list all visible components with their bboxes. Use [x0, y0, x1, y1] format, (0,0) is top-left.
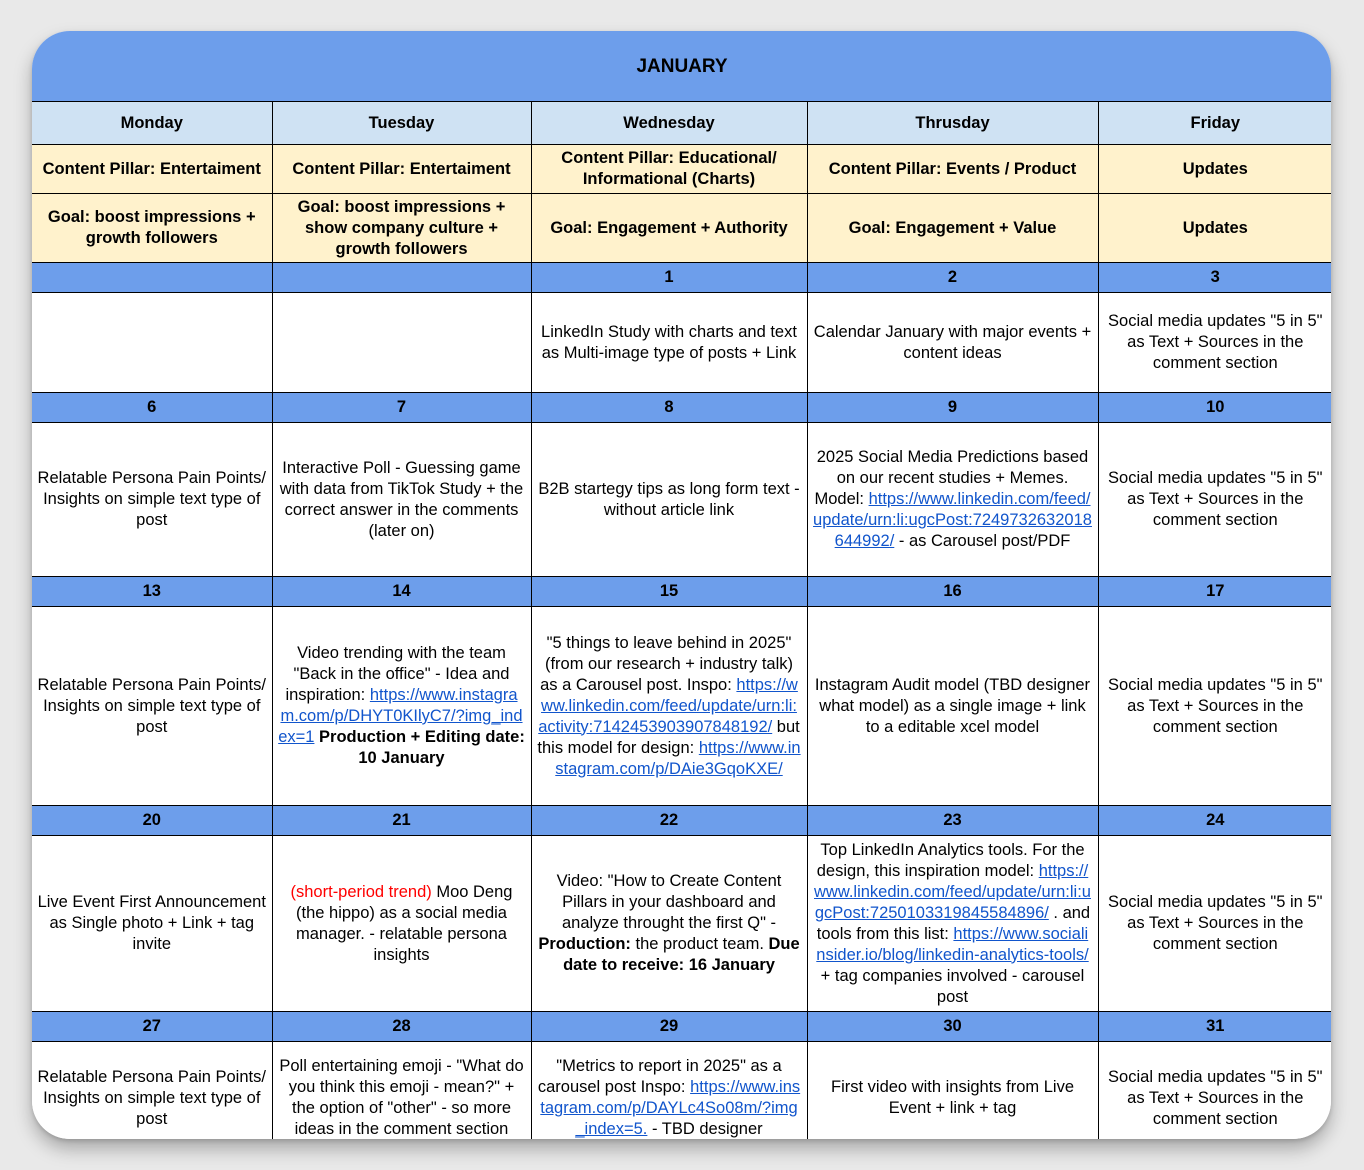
goal-row [32, 194, 1331, 263]
content-cell [272, 607, 531, 806]
content-cell [531, 607, 807, 806]
content-cell: Social media updates "5 in 5" as Text + Sources in the comment section [1098, 293, 1331, 393]
content-cell: Relatable Persona Pain Points/ Insights on simple text type of post [32, 1042, 272, 1140]
date-cell: 17 [1098, 577, 1331, 607]
date-cell: 30 [807, 1012, 1098, 1042]
instagram-metrics-link[interactable]: https://www.instagram.com/p/DAYLc4So08m/?img_index=5. [540, 1078, 801, 1138]
cell-text: . and tools from this list: [816, 903, 1091, 943]
instagram-post-link[interactable]: https://www.instagram.com/p/DHYT0KIlyC7/?img_index=1 [278, 686, 523, 746]
content-cell: Live Event First Announcement as Single photo + Link + tag invite [32, 836, 272, 1012]
date-cell: 27 [32, 1012, 272, 1042]
content-cell [531, 1042, 807, 1140]
cell-text: Top LinkedIn Analytics tools. For the design, this inspiration model: [816, 840, 1085, 880]
date-cell: 9 [807, 393, 1098, 423]
content-cell: Relatable Persona Pain Points/ Insights on simple text type of post [32, 423, 272, 577]
production-date-text: Production + Editing date: 10 January [314, 728, 525, 767]
date-cell: 8 [531, 393, 807, 423]
date-cell: 29 [531, 1012, 807, 1042]
content-cell-empty [272, 293, 531, 393]
content-cell: Social media updates "5 in 5" as Text + Sources in the comment section [1098, 423, 1331, 577]
weekday-thursday: Thrusday [807, 102, 1098, 145]
content-cell: Calendar January with major events + content ideas [807, 293, 1098, 393]
content-row-week-4 [32, 836, 1331, 1012]
date-cell: 23 [807, 806, 1098, 836]
trend-label: (short-period trend) [290, 882, 432, 901]
month-title: JANUARY [32, 31, 1331, 102]
cell-text: "5 things to leave behind in 2025" (from our research + industry talk) as a Carousel post. Inspo: [540, 633, 794, 694]
content-pillar-row [32, 145, 1331, 194]
date-cell: 28 [272, 1012, 531, 1042]
cell-text: the product team. [630, 935, 769, 953]
content-cell [531, 836, 807, 1012]
content-cell: Social media updates "5 in 5" as Text + Sources in the comment section [1098, 607, 1331, 806]
content-cell: Social media updates "5 in 5" as Text + Sources in the comment section [1098, 836, 1331, 1012]
weekday-header-row [32, 102, 1331, 145]
weekday-tuesday: Tuesday [272, 102, 531, 145]
content-cell [807, 836, 1098, 1012]
weekday-friday: Friday [1098, 102, 1331, 145]
date-row-week-5 [32, 1012, 1331, 1042]
content-cell: Interactive Poll - Guessing game with data from TikTok Study + the correct answer in the comments (later on) [272, 423, 531, 577]
date-cell: 22 [531, 806, 807, 836]
cell-text: 2025 Social Media Predictions based on our recent studies + Memes. Model: [814, 448, 1089, 508]
goal-friday: Updates [1098, 194, 1331, 263]
date-cell: 14 [272, 577, 531, 607]
weekday-wednesday: Wednesday [531, 102, 807, 145]
content-row-week-1 [32, 293, 1331, 393]
linkedin-activity-link[interactable]: https://www.linkedin.com/feed/update/urn:li:activity:7142453903907848192/ [538, 675, 798, 736]
instagram-design-link[interactable]: https://www.instagram.com/p/DAie3GqoKXE/ [555, 738, 801, 778]
content-cell: B2B startegy tips as long form text - without article link [531, 423, 807, 577]
cell-text: Video trending with the team "Back in the office" - Idea and inspiration: [285, 644, 510, 704]
date-cell: 20 [32, 806, 272, 836]
cell-text: "Metrics to report in 2025" as a carousel post Inspo: [537, 1057, 782, 1096]
date-cell: 2 [807, 263, 1098, 293]
cell-text: Moo Deng (the hippo) as a social media manager. - relatable persona insights [296, 882, 513, 964]
linkedin-inspiration-link[interactable]: https://www.linkedin.com/feed/update/urn:li:ugcPost:7250103319845584896/ [814, 861, 1091, 922]
goal-monday: Goal: boost impressions + growth followers [32, 194, 272, 263]
pillar-friday: Updates [1098, 145, 1331, 194]
content-row-week-2 [32, 423, 1331, 577]
goal-wednesday: Goal: Engagement + Authority [531, 194, 807, 263]
pillar-tuesday: Content Pillar: Entertaiment [272, 145, 531, 194]
content-cell: Social media updates "5 in 5" as Text + Sources in the comment section [1098, 1042, 1331, 1140]
cell-text: - as Carousel post/PDF [894, 532, 1071, 550]
date-cell: 31 [1098, 1012, 1331, 1042]
production-label: Production: [538, 935, 631, 953]
content-cell-empty [32, 293, 272, 393]
content-cell: Poll entertaining emoji - "What do you think this emoji - mean?" + the option of "other" - so more ideas in the comment section [272, 1042, 531, 1140]
content-cell: LinkedIn Study with charts and text as Multi-image type of posts + Link [531, 293, 807, 393]
date-cell: 16 [807, 577, 1098, 607]
date-row-week-2 [32, 393, 1331, 423]
cell-text: Video: "How to Create Content Pillars in your dashboard and analyze throught the first Q" - [556, 872, 782, 932]
date-row-week-4 [32, 806, 1331, 836]
content-calendar-table [32, 31, 1331, 1139]
cell-text: but this model for design: [537, 717, 800, 757]
date-cell [272, 263, 531, 293]
pillar-monday: Content Pillar: Entertaiment [32, 145, 272, 194]
pillar-thursday: Content Pillar: Events / Product [807, 145, 1098, 194]
socialinsider-blog-link[interactable]: https://www.socialinsider.io/blog/linkedin-analytics-tools/ [816, 924, 1089, 964]
date-cell: 24 [1098, 806, 1331, 836]
cell-text: - TBD designer [647, 1120, 763, 1138]
due-date-text: Due date to receive: 16 January [563, 935, 800, 974]
content-cell [272, 836, 531, 1012]
date-cell: 6 [32, 393, 272, 423]
title-row [32, 31, 1331, 102]
content-row-week-5 [32, 1042, 1331, 1140]
date-cell: 3 [1098, 263, 1331, 293]
content-cell: Relatable Persona Pain Points/ Insights on simple text type of post [32, 607, 272, 806]
goal-thursday: Goal: Engagement + Value [807, 194, 1098, 263]
date-cell: 10 [1098, 393, 1331, 423]
content-cell: First video with insights from Live Event + link + tag [807, 1042, 1098, 1140]
cell-text: + tag companies involved - carousel post [820, 966, 1085, 1006]
date-cell: 13 [32, 577, 272, 607]
content-cell [807, 423, 1098, 577]
date-cell: 7 [272, 393, 531, 423]
content-row-week-3 [32, 607, 1331, 806]
calendar-card [32, 31, 1331, 1139]
pillar-wednesday: Content Pillar: Educational/ Informational (Charts) [531, 145, 807, 194]
date-cell: 1 [531, 263, 807, 293]
date-cell [32, 263, 272, 293]
date-row-week-3 [32, 577, 1331, 607]
date-cell: 15 [531, 577, 807, 607]
weekday-monday: Monday [32, 102, 272, 145]
date-cell: 21 [272, 806, 531, 836]
linkedin-post-link[interactable]: https://www.linkedin.com/feed/update/urn:li:ugcPost:7249732632018644992/ [813, 490, 1092, 550]
content-cell: Instagram Audit model (TBD designer what model) as a single image + link to a editable xcel model [807, 607, 1098, 806]
goal-tuesday: Goal: boost impressions + show company culture + growth followers [272, 194, 531, 263]
date-row-week-1 [32, 263, 1331, 293]
